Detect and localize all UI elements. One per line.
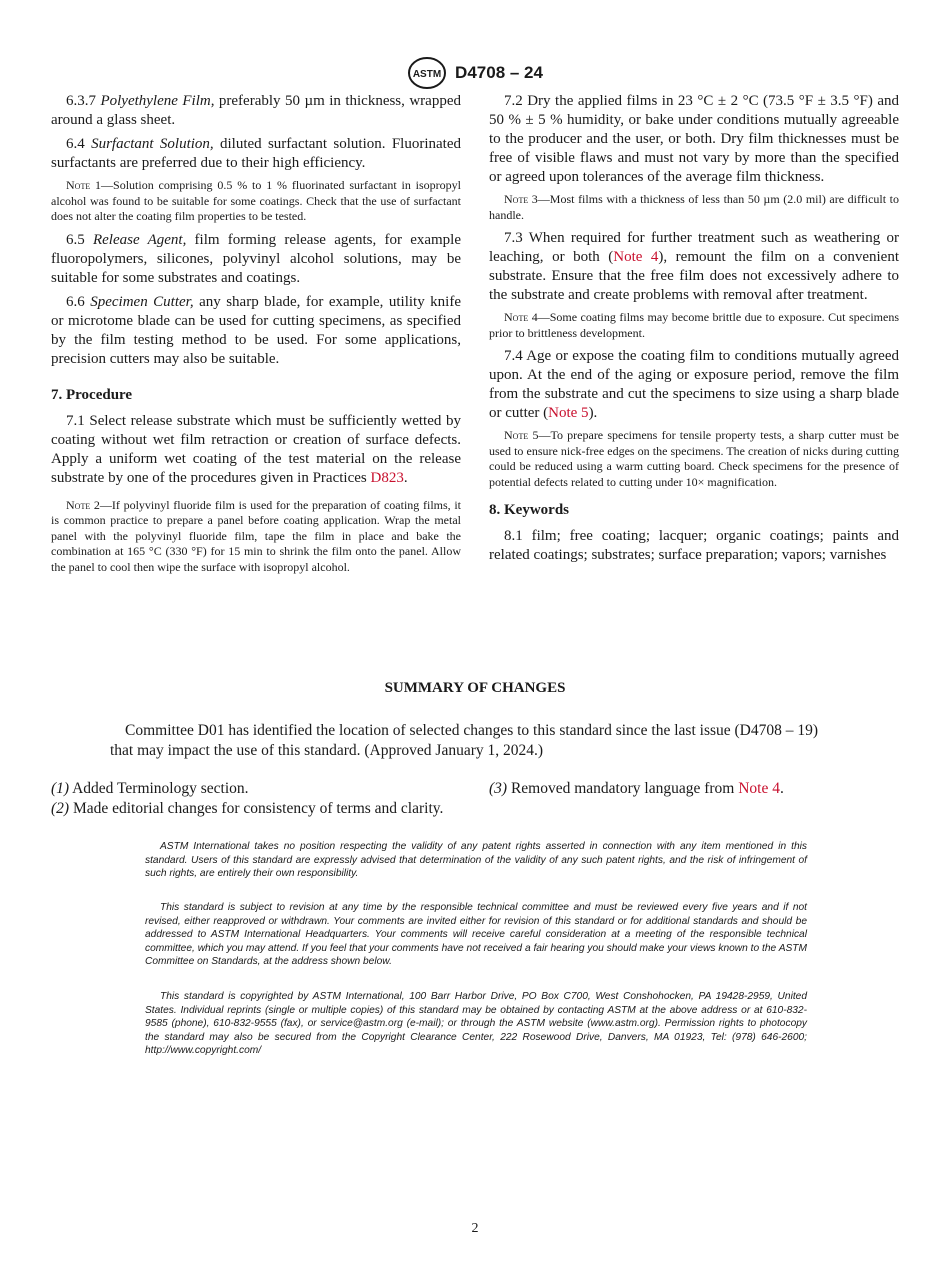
summary-title: SUMMARY OF CHANGES — [384, 680, 566, 696]
section-6-3-7: 6.3.7 Polyethylene Film, preferably 50 µm in thickness, wrapped around a glass sheet. — [51, 93, 461, 128]
change-item: (2) Made editorial changes for consistency of terms and clarity. — [51, 800, 444, 817]
note-4: Note 4—Some coating films may become brittle due to exposure. Cut specimens prior to brittleness development. — [489, 310, 899, 340]
section-7-heading: 7. Procedure — [51, 386, 133, 403]
svg-text:ASTM: ASTM — [412, 69, 442, 80]
document-id: D4708 – 24 — [455, 63, 543, 82]
change-item: (1) Added Terminology section. — [51, 780, 249, 797]
left-column — [51, 92, 461, 581]
section-7-3: 7.3 When required for further treatment such as weathering or leaching, or both (Note 4), remount the film on a convenient substrate. Ensure that the free film does not excessively adhere to the substrate and create problems with removal after treatment. — [489, 230, 899, 303]
note-5: Note 5—To prepare specimens for tensile property tests, a sharp cutter must be used to ensure nick-free edges on the specimens. The creation of nicks during cutting could be reduced using a warm cutting board. Check specimens for the presence of potential defects related to cutting under 10× magnification. — [489, 428, 899, 489]
note-2: Note 2—If polyvinyl fluoride film is used for the preparation of coating films, it is common practice to prepare a panel before coating application. Wrap the metal panel with the polyvinyl fluoride film, tape the film in place and bake the combination at 165 °C (330 °F) for 15 min to shrink the film onto the panel. Allow the panel to cool then wipe the surface with isopropyl alcohol. — [51, 497, 461, 574]
link-note-4[interactable]: Note 4 — [613, 249, 659, 265]
link-note-5[interactable]: Note 5 — [548, 405, 589, 421]
changes-list-right — [489, 779, 909, 799]
section-6-5: 6.5 Release Agent, film forming release agents, for example fluoropolymers, silicones, polyvinyl alcohol solutions, may be suitable for some substrates and coatings. — [51, 231, 462, 286]
link-d823[interactable]: D823 — [370, 469, 404, 486]
section-6-4: 6.4 Surfactant Solution, diluted surfactant solution. Fluorinated surfactants are preferred due to their high efficiency. — [51, 136, 461, 171]
page-number: 2 — [471, 1221, 479, 1236]
change-item: (3) Removed mandatory language from Note 4. — [489, 780, 784, 797]
summary-intro: Committee D01 has identified the location of selected changes to this standard since the last issue (D4708 – 19) that may impact the use of this standard. (Approved January 1, 2024.) — [110, 722, 819, 759]
note-1: Note 1—Solution comprising 0.5 % to 1 % fluorinated surfactant in isopropyl alcohol was found to be suitable for some coatings. Check that the use of surfactant does not alter the coating film properties to be tested. — [51, 178, 461, 223]
section-8-1: 8.1 film; free coating; lacquer; organic coatings; paints and related coatings; substrates; surface preparation; vapors; varnishes — [489, 528, 899, 563]
section-7-1: 7.1 Select release substrate which must be sufficiently wetted by coating without wet film retraction or creation of surface defects. Apply a uniform wet coating of the test material on the release substrate by one of the procedures given in Practices D823. — [51, 412, 461, 486]
patent-disclaimer: ASTM International takes no position respecting the validity of any patent rights asserted in connection with any item mentioned in this standard. Users of this standard are expressly advised that determination of the validity of any such patent rights, and the risk of infringement of such rights, are entirely their own responsibility. — [145, 841, 807, 879]
link-note-4-summary[interactable]: Note 4 — [738, 780, 780, 797]
section-7-4: 7.4 Age or expose the coating film to conditions mutually agreed upon. At the end of the aging or exposure period, remove the film from the substrate and cut the specimens to size using a sharp blade or cutter (Note 5). — [489, 348, 899, 421]
page-header — [0, 56, 950, 90]
section-6-6: 6.6 Specimen Cutter, any sharp blade, for example, utility knife or microtome blade can be used for cutting specimens, as specified by the film testing method to be used. For some applications, precision cutters may also be suitable. — [51, 293, 462, 367]
revision-disclaimer: This standard is subject to revision at any time by the responsible technical committee and must be reviewed every five years and if not revised, either reapproved or withdrawn. Your comments are invited either for revision of this standard or for additional standards and should be addressed to ASTM International Headquarters. Your comments will receive careful consideration at a meeting of the responsible technical committee, which you may attend. If you feel that your comments have not received a fair hearing you should make your views known to the ASTM Committee on Standards, at the address shown below. — [145, 902, 807, 967]
section-8-heading: 8. Keywords — [489, 502, 569, 518]
copyright-disclaimer: This standard is copyrighted by ASTM International, 100 Barr Harbor Drive, PO Box C700, West Conshohocken, PA 19428-2959, United States. Individual reprints (single or multiple copies) of this standard may be obtained by contacting ASTM at the above address or at 610-832-9585 (phone), 610-832-9555 (fax), or service@astm.org (e-mail); or through the ASTM website (www.astm.org). Permission rights to photocopy the standard may also be secured from the Copyright Clearance Center, 222 Rosewood Drive, Danvers, MA 01923, Tel: (978) 646-2600; http://www.copyright.com/ — [145, 991, 807, 1056]
note-3: Note 3—Most films with a thickness of less than 50 µm (2.0 mil) are difficult to handle. — [489, 192, 899, 222]
changes-list-left — [51, 779, 471, 819]
right-column — [489, 92, 899, 570]
section-7-2: 7.2 Dry the applied films in 23 °C ± 2 °C (73.5 °F ± 3.5 °F) and 50 % ± 5 % humidity, or bake under conditions mutually agreeable to the producer and the user, or both. Dry film thicknesses must be free of visible flaws and must not vary by more than the specified or agreed upon tolerances of the average film thickness. — [489, 93, 899, 185]
astm-logo-icon — [407, 56, 447, 90]
